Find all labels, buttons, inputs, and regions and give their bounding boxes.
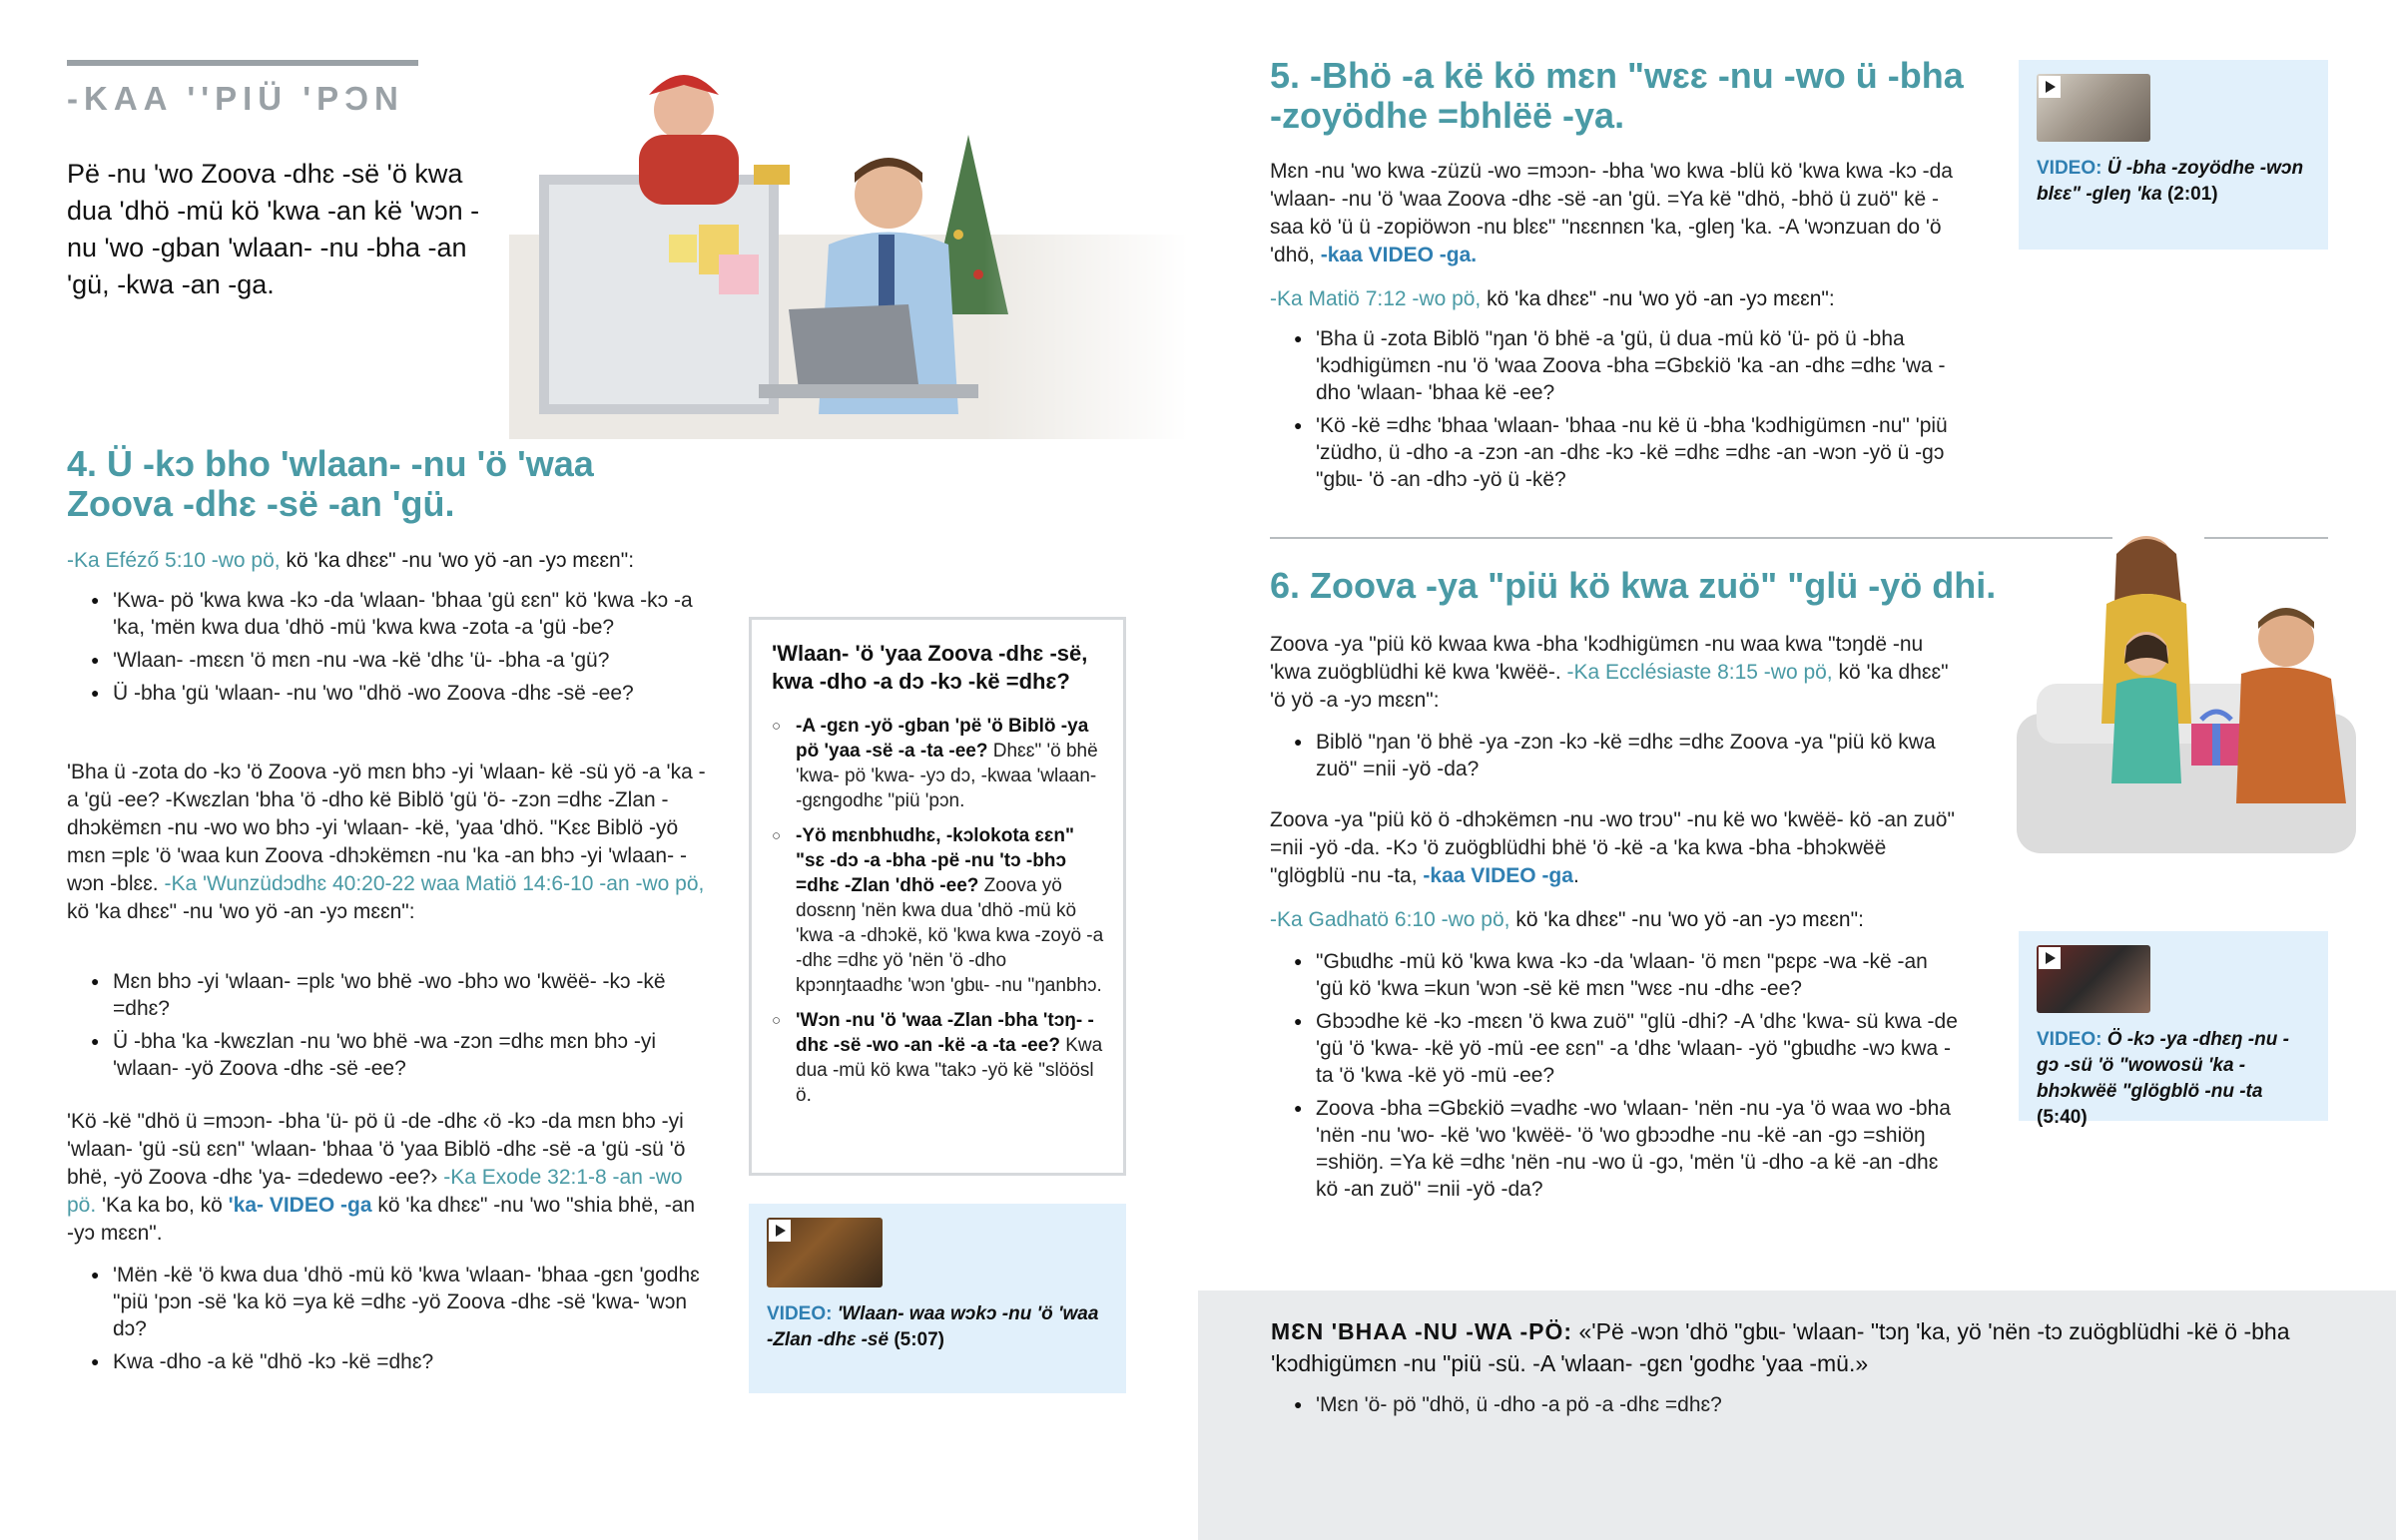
question-item: ● "Gbɩɩdhɛ -mü kö 'kwa kwa -kɔ -da 'wlaan- 'ö mɛn "pɛpɛ -wa -kë -an 'gü kö 'kwa =kun 'wɔn -së kë mɛn "wɛɛ -nu -dhɛ -ee? — [1270, 948, 1959, 1002]
verse-ref[interactable]: -Ka Eféző 5:10 -wo pö, — [67, 549, 281, 572]
sidebar-list — [772, 714, 1105, 1108]
section-6-paragraph-1 — [1270, 631, 1959, 715]
play-icon[interactable] — [769, 1220, 791, 1242]
question-item: ● Mɛn bhɔ -yi 'wlaan- =plɛ 'wo bhë -wo -bhɔ wo 'kwëë- -kɔ -kë =dhɛ? — [67, 968, 706, 1022]
question-item: ● 'Kö -kë =dhɛ 'bhaa 'wlaan- 'bhaa -nu kë ü -bha 'kɔdhigümɛn -nu" 'piü 'züdho, ü -dho -a -zɔn -an -dhɛ -kɔ -kë =dhɛ =dhɛ -an -wɔn -yö ü -gɔ "gbɩɩ- 'ö -an -dhɔ -yö ü -kë? — [1270, 412, 1969, 493]
section-4-questions-2 — [67, 968, 706, 1088]
verse-prompt: kö 'ka dhɛɛ" -nu 'wo yö -an -yɔ mɛɛn": — [67, 900, 415, 923]
paragraph-text: 'Kö -kë "dhö ü =mɔɔn- -bha 'ü- pö ü -de -dhɛ ‹ö -kɔ -da mɛn bhɔ -yi 'wlaan- 'gü -sü ɛɛn" 'wlaan- 'bhaa 'ö 'yaa Biblö -dhɛ -së -a 'gü -sü 'ö bhë, -yö Zoova -dhɛ 'ya- =dedewo -ee?› — [67, 1110, 686, 1189]
video-duration: (2:01) — [2166, 184, 2218, 205]
section-4-questions-3 — [67, 1262, 706, 1381]
video-link[interactable]: -kaa VIDEO -ga — [1423, 864, 1573, 887]
section-6-title: 6. Zoova -ya "piü kö kwa zuö" "glü -yö dhi. — [1270, 565, 1997, 606]
section-4-verse — [67, 547, 706, 575]
section-4-paragraph-1 — [67, 759, 706, 926]
sidebar-answer: Dhɛɛ" 'ö bhë 'kwa- pö 'kwa- -yɔ dɔ, -kwaa 'wlaan- -gɛngodhɛ "piü 'pɔn. — [796, 741, 1098, 811]
video-title[interactable]: Ü -bha -zoyödhe -wɔn blɛɛ" -gleŋ 'ka — [2037, 158, 2304, 205]
question-item: ● Zoova -bha =Gbɛkiö =vadhɛ -wo 'wlaan- 'nën -nu -ya 'ö waa wo -bha 'nën -nu 'wo- -kë 'wo 'kwëë- 'ö 'wo gbɔɔdhe -nu -kë -an -gɔ =shiöŋ =shiöŋ. =Ya kë =dhɛ 'nën -nu -wo ü -gɔ, 'mën 'ü -dho -a kë -an -dhɛ kö -an zuö" =nii -yö -da? — [1270, 1095, 1959, 1203]
section-6-verse — [1270, 906, 1959, 934]
question-item: ● 'Mɛn 'ö- pö "dhö, ü -dho -a pö -a -dhɛ =dhɛ? — [1270, 1391, 2268, 1418]
sidebar-title: 'Wlaan- 'ö 'yaa Zoova -dhɛ -së, kwa -dho -a dɔ -kɔ -kë =dhɛ? — [772, 641, 1088, 694]
video-caption — [2037, 156, 2310, 208]
section-4-paragraph-2 — [67, 1108, 706, 1248]
summary-lead: MƐN 'BHAA -NU -WA -PÖ: — [1271, 1318, 1573, 1344]
office-gift-illustration — [509, 55, 1188, 439]
video-caption — [767, 1301, 1108, 1353]
verse-prompt: kö 'ka dhɛɛ" -nu 'wo yö -an -yɔ mɛɛn": — [1515, 908, 1864, 931]
section-5-verse — [1270, 285, 1969, 313]
sidebar-answer: Zoova yö dosɛnŋ 'nën kwa dua 'dhö -mü kö 'kwa -a -dhɔkë, kö 'kwa kwa -zoyö -a -dhɛ =dhɛ yö 'nën 'ö -dho kpɔnŋtaadhɛ 'wɔn 'gbɩɩ- -nu "ŋanbhɔ. — [796, 875, 1104, 996]
video-thumbnail[interactable] — [2037, 74, 2150, 142]
video-duration: (5:40) — [2037, 1107, 2088, 1128]
section-5-title: 5. -Bhö -a kë kö mɛn "wɛɛ -nu -wo ü -bha -zoyödhe =bhlëë -ya. — [1270, 55, 1964, 136]
verse-ref[interactable]: -Ka 'Wunzüdɔdhɛ 40:20-22 waa Matiö 14:6-10 -an -wo pö, — [164, 872, 705, 895]
sidebar-item — [772, 714, 1105, 813]
header-rule — [67, 60, 418, 66]
family-gift-illustration — [2017, 524, 2396, 868]
paragraph-text: Zoova -ya "piü kö kwaa kwa -bha 'kɔdhigümɛn -nu waa kwa "tɔŋdë -nu 'kwa zuögblüdhi kë kwa 'kwëë-. — [1270, 633, 1924, 684]
video-card-2[interactable] — [2019, 60, 2328, 250]
sidebar-question: 'Wɔn -nu 'ö 'waa -Zlan -bha 'tɔŋ- -dhɛ -së -wo -an -kë -a -ta -ee? — [796, 1010, 1094, 1056]
lesson-kicker: -KAA ''PIÜ 'PƆN — [67, 80, 404, 117]
section-divider — [1270, 537, 2112, 539]
question-item: ● Kwa -dho -a kë "dhö -kɔ -kë =dhɛ? — [67, 1348, 706, 1375]
lesson-intro: Pë -nu 'wo Zoova -dhɛ -së 'ö kwa dua 'dhö -mü kö 'kwa -an kë 'wɔn -nu 'wo -gban 'wlaan- -nu -bha -an 'gü, -kwa -an -ga. — [67, 159, 480, 299]
question-item: ● 'Bha ü -zota Biblö "ŋan 'ö bhë -a 'gü, ü dua -mü kö 'ü- pö ü -bha 'kɔdhigümɛn -nu 'ö 'waa Zoova -bha =Gbɛkiö 'ka -an -dhɛ =dhɛ 'wa -dho 'wlaan- 'bhaa kë -ee? — [1270, 325, 1969, 406]
section-5-paragraph — [1270, 158, 1969, 269]
play-icon[interactable] — [2039, 947, 2061, 969]
verse-ref[interactable]: -Ka Gadhatö 6:10 -wo pö, — [1270, 908, 1510, 931]
verse-prompt: kö 'ka dhɛɛ" -nu 'wo yö -an -yɔ mɛɛn": — [286, 549, 635, 572]
video-link[interactable]: -kaa VIDEO -ga. — [1320, 244, 1478, 266]
video-link[interactable]: 'ka- VIDEO -ga — [228, 1194, 372, 1217]
question-item: ● Gbɔɔdhe kë -kɔ -mɛɛn 'ö kwa zuö" "glü -dhi? -A 'dhɛ 'kwa- sü kwa -de 'gü 'ö 'kwa- -kë yö -mü -ee ɛɛn" -a 'dhɛ 'wlaan- -yö "gbɩɩdhɛ -wɔ kwa -ta 'ö 'kwa -kë yö -mü -ee? — [1270, 1008, 1959, 1089]
video-card-3[interactable] — [2019, 931, 2328, 1128]
video-label: VIDEO: — [2037, 1029, 2102, 1050]
sidebar-question: -A -gɛn -yö -gban 'pë 'ö Biblö -ya pö 'yaa -së -a -ta -ee? — [796, 716, 1089, 762]
verse-ref[interactable]: -Ka Ecclésiaste 8:15 -wo pö, — [1566, 661, 1833, 684]
play-icon[interactable] — [2039, 76, 2061, 98]
question-item: ● 'Kwa- pö 'kwa kwa -kɔ -da 'wlaan- 'bhaa 'gü ɛɛn" kö 'kwa -kɔ -a 'ka, 'mën kwa dua 'dhö -mü 'kwa kwa -zota -a 'gü -be? — [67, 587, 706, 641]
verse-ref[interactable]: -Ka Exode 32:1-8 -an -wo pö. — [67, 1166, 683, 1217]
video-label: VIDEO: — [767, 1303, 833, 1324]
summary-text: «'Pë -wɔn 'dhö "gbɩɩ- 'wlaan- "tɔŋ 'ka, yö 'nën -tɔ zuögblüdhi -kë ö -bha 'kɔdhigümɛn -nu "piü -sü. -A 'wlaan- -gɛn 'godhɛ 'yaa -mü.» — [1271, 1318, 2290, 1376]
summary-content — [1271, 1315, 2329, 1379]
section-5-questions — [1270, 325, 1969, 499]
sidebar-question: -Yö mɛnbhɩɩdhɛ, -kɔlokota ɛɛn" "sɛ -dɔ -a -bha -pë -nu 'tɔ -bhɔ =dhɛ -Zlan 'dhö -ee? — [796, 825, 1075, 896]
paragraph-text: Mɛn -nu 'wo kwa -züzü -wo =mɔɔn- -bha 'wo kwa -blü kö 'kwa kwa -kɔ -da 'wlaan- -nu 'ö 'waa Zoova -dhɛ -së -an 'gü. =Ya kë "dhö, -bhö ü zuö" kë -saa kö 'ü ü -zopiöwɔn -nu blɛɛ" "nɛɛnnɛn 'ka, -gleŋ 'ka. -A 'wɔnzuan do 'ö 'dhö, — [1270, 160, 1953, 266]
sidebar-answer: Kwa dua -mü kö kwa "takɔ -yö kë "slöösl ö. — [796, 1035, 1103, 1106]
section-6-questions-1 — [1270, 729, 1959, 788]
paragraph-text: Zoova -ya "piü kö ö -dhɔkëmɛn -nu -wo trɔʋ" -nu kë wo 'kwëë- kö -an zuö" =nii -yö -da. -Kɔ 'ö zuögblüdhi bhë 'ö -kë -a 'ka kwa -bha -bhɔkwëë "glögblü -nu -ta, — [1270, 808, 1955, 887]
summary-questions — [1270, 1391, 2268, 1424]
section-4-title: 4. Ü -kɔ bho 'wlaan- -nu 'ö 'waa Zoova -dhɛ -së -an 'gü. — [67, 443, 594, 524]
paragraph-text: . — [1572, 864, 1579, 887]
question-item: ● Biblö "ŋan 'ö bhë -ya -zɔn -kɔ -kë =dhɛ =dhɛ Zoova -ya "piü kö kwa zuö" =nii -yö -da? — [1270, 729, 1959, 782]
video-caption — [2037, 1027, 2310, 1131]
section-4-questions-1 — [67, 587, 706, 713]
section-6-paragraph-2 — [1270, 806, 1959, 890]
section-6-questions-2 — [1270, 948, 1959, 1209]
question-item: ● 'Wlaan- -mɛɛn 'ö mɛn -nu -wa -kë 'dhɛ 'ü- -bha -a 'gü? — [67, 647, 706, 674]
paragraph-text: 'Bha ü -zota do -kɔ 'ö Zoova -yö mɛn bhɔ -yi 'wlaan- kë -sü yö -a 'ka -a 'gü -ee? -Kwɛzlan 'bha 'ö -dho kë Biblö 'gü 'ö- -zɔn =dhɛ -Zlan -dhɔkëmɛn -nu -wo wo bhɔ -yi 'wlaan- -kë, 'yaa 'dhö. "Kɛɛ Biblö -yö mɛn =plɛ 'ö 'waa kun Zoova -dhɔkëmɛn -nu 'ka -an bhɔ -yi 'wlaan- -wɔn -blɛɛ. — [67, 761, 706, 895]
video-label: VIDEO: — [2037, 158, 2102, 179]
verse-prompt: kö 'ka dhɛɛ" 'ö yö -a -yɔ mɛɛn": — [1270, 661, 1949, 712]
question-item: ● 'Mën -kë 'ö kwa dua 'dhö -mü kö 'kwa 'wlaan- 'bhaa -gɛn 'godhɛ "piü 'pɔn -së 'ka kö =ya kë =dhɛ -yö Zoova -dhɛ -së 'kwa- 'wɔn dɔ? — [67, 1262, 706, 1342]
verse-prompt: kö 'ka dhɛɛ" -nu 'wo yö -an -yɔ mɛɛn": — [1487, 287, 1835, 310]
video-title[interactable]: 'Wlaan- waa wɔkɔ -nu 'ö 'waa -Zlan -dhɛ -së — [767, 1303, 1099, 1350]
video-duration: (5:07) — [894, 1329, 945, 1350]
video-card-1[interactable] — [749, 1204, 1126, 1393]
video-thumbnail[interactable] — [2037, 945, 2150, 1013]
sidebar-box — [749, 617, 1126, 1176]
sidebar-item — [772, 823, 1105, 998]
sidebar-item — [772, 1008, 1105, 1108]
verse-ref[interactable]: -Ka Matiö 7:12 -wo pö, — [1270, 287, 1482, 310]
question-item: ● Ü -bha 'ka -kwɛzlan -nu 'wo bhë -wa -zɔn =dhɛ mɛn bhɔ -yi 'wlaan- -yö Zoova -dhɛ -së -ee? — [67, 1028, 706, 1082]
paragraph-text: kö 'ka dhɛɛ" -nu 'wo "shia bhë, -an -yɔ mɛɛn". — [67, 1194, 696, 1245]
question-item: ● Ü -bha 'gü 'wlaan- -nu 'wo "dhö -wo Zoova -dhɛ -së -ee? — [67, 680, 706, 707]
paragraph-text: 'Ka ka bo, kö — [102, 1194, 223, 1217]
video-title[interactable]: Ö -kɔ -ya -dhɛŋ -nu -gɔ -sü 'ö "wowosü 'ka -bhɔkwëë "glögblö -nu -ta — [2037, 1029, 2289, 1102]
video-thumbnail[interactable] — [767, 1218, 883, 1287]
